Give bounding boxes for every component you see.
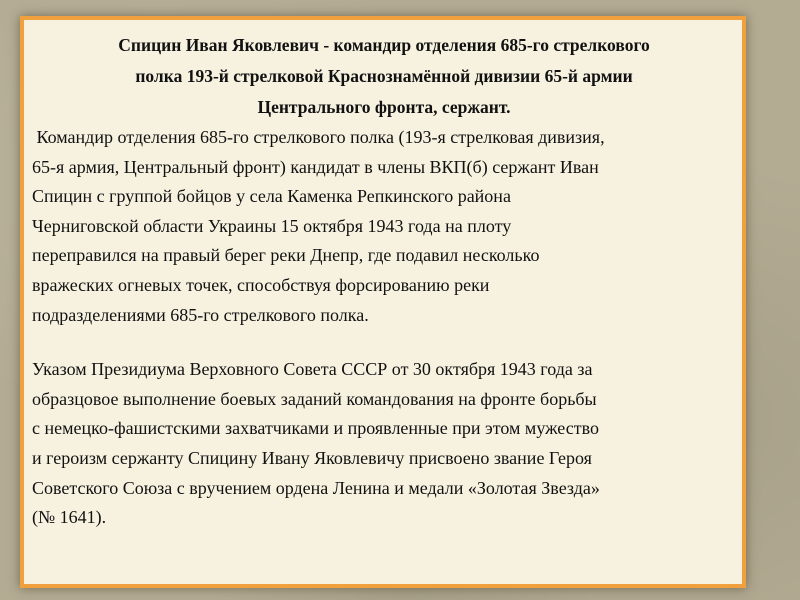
paragraph-line: Указом Президиума Верховного Совета СССР от 30 октября 1943 года за xyxy=(32,359,593,380)
paragraph-line: с немецко-фашистскими захватчиками и проявленные при этом мужество xyxy=(32,418,599,439)
paragraph-line: Советского Союза с вручением ордена Ленина и медали «Золотая Звезда» xyxy=(32,477,600,498)
paragraph-line: Спицин с группой бойцов у села Каменка Репкинского района xyxy=(32,186,511,207)
paragraph-line: подразделениями 685-го стрелкового полка. xyxy=(32,304,369,325)
paragraph-line: и героизм сержанту Спицину Ивану Яковлевичу присвоено звание Героя xyxy=(32,447,592,468)
paragraph-line: 65-я армия, Центральный фронт) кандидат в члены ВКП(б) сержант Иван xyxy=(32,156,599,177)
paragraph-line: переправился на правый берег реки Днепр, где подавил несколько xyxy=(32,245,540,266)
heading-line: полка 193-й стрелковой Краснознамённой дивизии 65-й армии xyxy=(135,66,633,86)
paragraph-line: образцовое выполнение боевых заданий командования на фронте борьбы xyxy=(32,388,597,409)
heading-line: Центрального фронта, сержант. xyxy=(257,97,511,117)
slide-content xyxy=(32,30,736,533)
paragraph-line: (№ 1641). xyxy=(32,507,107,528)
paragraph-award xyxy=(32,355,736,533)
slide-frame xyxy=(20,16,746,588)
paragraph-spacer xyxy=(32,330,736,355)
heading-line: Спицин Иван Яковлевич - командир отделения 685-го стрелкового xyxy=(118,35,650,55)
paragraph-line: вражеских огневых точек, способствуя форсированию реки xyxy=(32,274,490,295)
paragraph-line: Черниговской области Украины 15 октября 1943 года на плоту xyxy=(32,215,512,236)
paragraph-biography xyxy=(32,123,736,330)
slide-heading xyxy=(32,30,736,123)
paragraph-line: Командир отделения 685-го стрелкового полка (193-я стрелковая дивизия, xyxy=(32,127,605,147)
